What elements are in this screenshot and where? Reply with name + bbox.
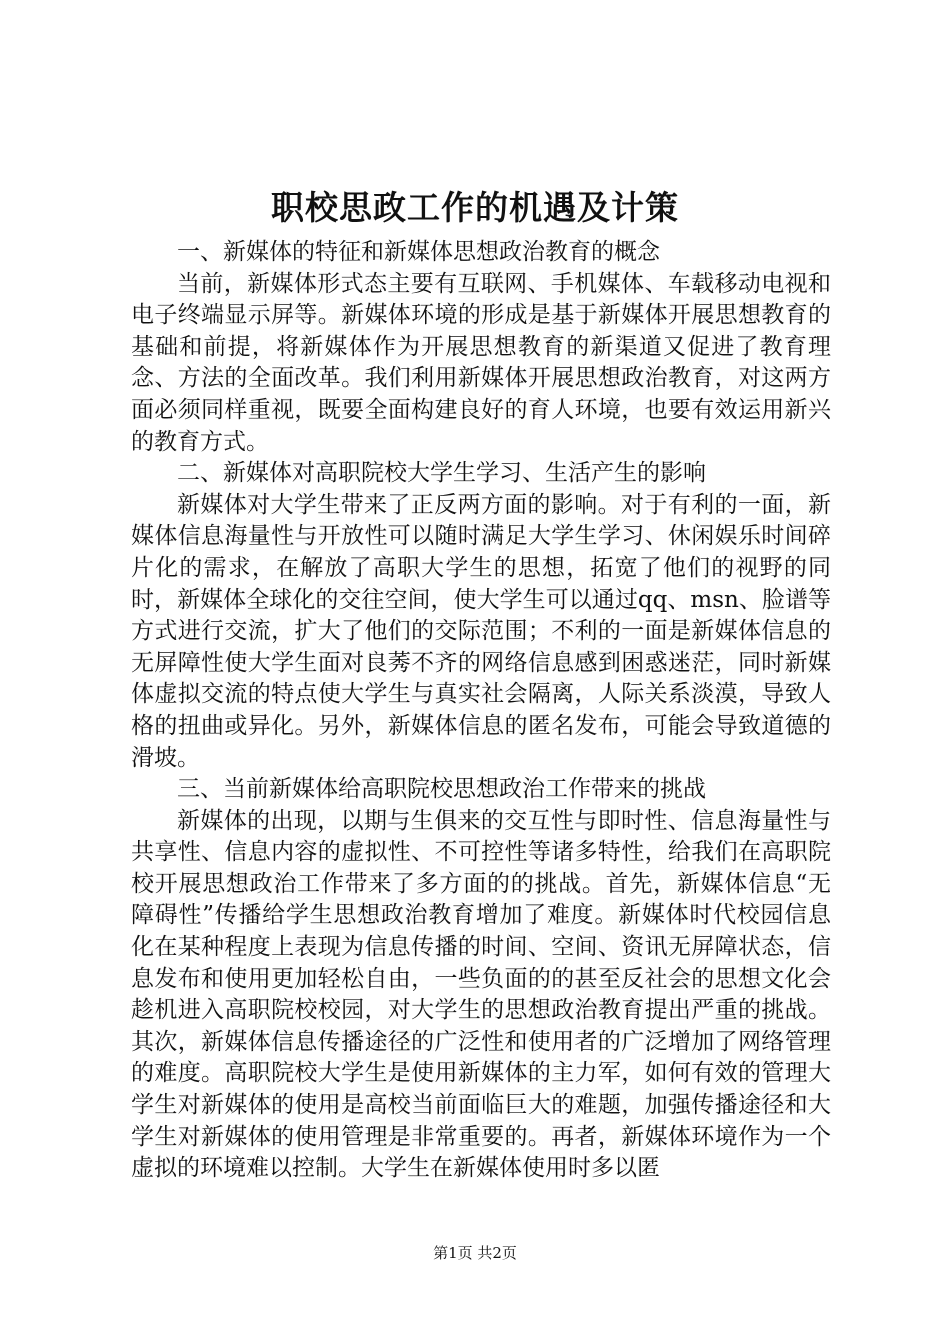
section-paragraph: 新媒体的出现，以期与生俱来的交互性与即时性、信息海量性与共享性、信息内容的虚拟性、不可控性等诸多特性，给我们在高职院校开展思想政治工作带来了多方面的的挑战。首先，新媒体信息“无障碍性”传播给学生思想政治教育增加了难度。新媒体时代校园信息化在某种程度上表现为信息传播的时间、空间、资讯无屏障状态，信息发布和使用更加轻松自由，一些负面的的甚至反社会的思想文化会趁机进入高职院校校园，对大学生的思想政治教育提出严重的挑战。其次，新媒体信息传播途径的广泛性和使用者的广泛增加了网络管理的难度。高职院校大学生是使用新媒体的主力军，如何有效的管理大学生对新媒体的使用是高校当前面临巨大的难题，加强传播途径和大学生对新媒体的使用管理是非常重要的。再者，新媒体环境作为一个虚拟的环境难以控制。大学生在新媒体使用时多以匿 (131, 807, 831, 1182)
document-body (131, 237, 831, 1185)
section-paragraph: 新媒体对大学生带来了正反两方面的影响。对于有利的一面，新媒体信息海量性与开放性可以随时满足大学生学习、休闲娱乐时间碎片化的需求，在解放了高职大学生的思想，拓宽了他们的视野的同时，新媒体全球化的交往空间，使大学生可以通过qq、msn、脸谱等方式进行交流，扩大了他们的交际范围；不利的一面是新媒体信息的无屏障性使大学生面对良莠不齐的网络信息感到困惑迷茫，同时新媒体虚拟交流的特点使大学生与真实社会隔离，人际关系淡漠，导致人格的扭曲或异化。另外，新媒体信息的匿名发布，可能会导致道德的滑坡。 (131, 491, 831, 771)
section-paragraph: 当前，新媒体形式态主要有互联网、手机媒体、车载移动电视和电子终端显示屏等。新媒体环境的形成是基于新媒体开展思想教育的基础和前提，将新媒体作为开展思想教育的新渠道又促进了教育理念、方法的全面改革。我们利用新媒体开展思想政治教育，对这两方面必须同样重视，既要全面构建良好的育人环境，也要有效运用新兴的教育方式。 (131, 270, 831, 455)
section-heading: 二、新媒体对高职院校大学生学习、生活产生的影响 (177, 460, 706, 487)
page-number-footer: 第1页 共2页 (433, 1244, 517, 1262)
section-heading: 三、当前新媒体给高职院校思想政治工作带来的挑战 (177, 776, 706, 803)
section-heading: 一、新媒体的特征和新媒体思想政治教育的概念 (177, 239, 660, 265)
document-title: 职校思政工作的机遇及计策 (271, 188, 679, 227)
